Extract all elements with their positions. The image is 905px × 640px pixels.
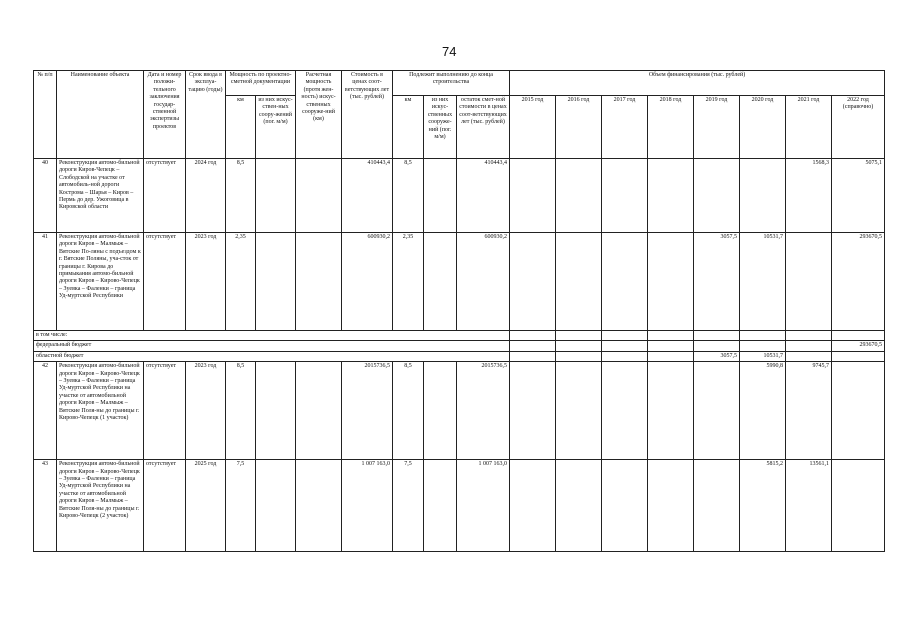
fin-2018 xyxy=(648,341,694,351)
remaining-cost: 600930,2 xyxy=(457,233,510,331)
header-done: Подлежит выполнению до конца строительства xyxy=(393,71,510,96)
budget-label: в том числе: xyxy=(34,331,510,341)
header-year: 2021 год xyxy=(786,96,832,159)
table-row xyxy=(34,233,885,331)
fin-2017 xyxy=(602,159,648,233)
calc-length xyxy=(296,460,342,552)
header-done-km: км xyxy=(393,96,424,159)
done-km: 7,5 xyxy=(393,460,424,552)
cost: 410443,4 xyxy=(342,159,393,233)
fin-2016 xyxy=(556,351,602,361)
fin-2016 xyxy=(556,341,602,351)
budget-row xyxy=(34,331,885,341)
header-year: 2015 год xyxy=(510,96,556,159)
header-financing: Объем финансирования (тыс. рублей) xyxy=(510,71,885,96)
budget-label: федеральный бюджет xyxy=(34,341,510,351)
power-art xyxy=(256,233,296,331)
term: 2024 год xyxy=(186,159,226,233)
object-name: Реконструкция автомо-бильной дороги Киров – Кирово-Чепецк – Зуевка – Фаленки – граница Уд-муртской Республики на участке от автомобильной дороги Киров – Малмыж – Вятские Поля-ны до границы г. Кирово-Чепецк (2 участок) xyxy=(57,460,144,552)
fin-2021 xyxy=(786,341,832,351)
remaining-cost: 410443,4 xyxy=(457,159,510,233)
remaining-cost: 2015736,5 xyxy=(457,362,510,460)
header-done-art: из них искус-ственных сооруже-ний (пог. м/м) xyxy=(424,96,457,159)
power-km: 7,5 xyxy=(226,460,256,552)
fin-2021: 1568,3 xyxy=(786,159,832,233)
cost: 2015736,5 xyxy=(342,362,393,460)
budget-row xyxy=(34,341,885,351)
fin-2018 xyxy=(648,460,694,552)
fin-2016 xyxy=(556,233,602,331)
done-km: 8,5 xyxy=(393,159,424,233)
header-year: 2020 год xyxy=(740,96,786,159)
fin-2021 xyxy=(786,233,832,331)
row-num: 40 xyxy=(34,159,57,233)
fin-2021: 13561,1 xyxy=(786,460,832,552)
fin-2019 xyxy=(694,159,740,233)
fin-2015 xyxy=(510,362,556,460)
fin-2017 xyxy=(602,351,648,361)
fin-2015 xyxy=(510,159,556,233)
fin-2022 xyxy=(832,331,885,341)
header-year: 2016 год xyxy=(556,96,602,159)
header-calc: Расчетная мощность (протя жен-ность) искус-ственных сооруже-ний (км) xyxy=(296,71,342,159)
fin-2017 xyxy=(602,233,648,331)
fin-2021: 9745,7 xyxy=(786,362,832,460)
fin-2020: 5815,2 xyxy=(740,460,786,552)
done-art xyxy=(424,233,457,331)
header-power: Мощность по проектно-сметной документации xyxy=(226,71,296,96)
fin-2022 xyxy=(832,460,885,552)
power-km: 2,35 xyxy=(226,233,256,331)
object-name: Реконструкция автомо-бильной дороги Киров-Чепецк – Слободской на участке от автомобиль-ной дороги Кострома – Шарья – Киров – Пермь до дер. Ужоговица в Кировской области xyxy=(57,159,144,233)
expertise-date: отсутствует xyxy=(144,460,186,552)
fin-2022: 293670,5 xyxy=(832,341,885,351)
table-row xyxy=(34,159,885,233)
power-art xyxy=(256,460,296,552)
done-art xyxy=(424,159,457,233)
fin-2018 xyxy=(648,331,694,341)
power-art xyxy=(256,159,296,233)
fin-2016 xyxy=(556,159,602,233)
header-power-km: км xyxy=(226,96,256,159)
header-date: Дата и номер положи-тельного заключения государ-ственной экспертизы проектов xyxy=(144,71,186,159)
header-year: 2017 год xyxy=(602,96,648,159)
fin-2015 xyxy=(510,341,556,351)
remaining-cost: 1 007 163,0 xyxy=(457,460,510,552)
done-art xyxy=(424,362,457,460)
header-year: 2018 год xyxy=(648,96,694,159)
expertise-date: отсутствует xyxy=(144,233,186,331)
fin-2021 xyxy=(786,351,832,361)
table-row xyxy=(34,460,885,552)
row-num: 43 xyxy=(34,460,57,552)
fin-2015 xyxy=(510,233,556,331)
fin-2015 xyxy=(510,460,556,552)
fin-2018 xyxy=(648,362,694,460)
row-num: 42 xyxy=(34,362,57,460)
done-km: 2,35 xyxy=(393,233,424,331)
fin-2020 xyxy=(740,159,786,233)
fin-2019 xyxy=(694,341,740,351)
fin-2020 xyxy=(740,341,786,351)
table-row xyxy=(34,362,885,460)
expertise-date: отсутствует xyxy=(144,159,186,233)
fin-2020: 5990,8 xyxy=(740,362,786,460)
header-year: 2022 год (справочно) xyxy=(832,96,885,159)
calc-length xyxy=(296,362,342,460)
cost: 1 007 163,0 xyxy=(342,460,393,552)
fin-2016 xyxy=(556,362,602,460)
fin-2018 xyxy=(648,351,694,361)
header-cost: Стоимость в ценах соот-ветствующих лет (тыс. рублей) xyxy=(342,71,393,159)
row-num: 41 xyxy=(34,233,57,331)
fin-2019 xyxy=(694,362,740,460)
header-done-rest: остаток смет-ной стоимости в ценах соот-ветствующих лет (тыс. рублей) xyxy=(457,96,510,159)
header-power-art: из них искус-ствен-ных соору-жений (пог. м/м) xyxy=(256,96,296,159)
fin-2022 xyxy=(832,362,885,460)
expertise-date: отсутствует xyxy=(144,362,186,460)
fin-2017 xyxy=(602,362,648,460)
object-name: Реконструкция автомо-бильной дороги Киров – Кирово-Чепецк – Зуевка – Фаленки – граница Уд-муртской Республики на участке от автомобильной дороги Киров – Малмыж – Вятские Поля-ны до границы г. Кирово-Чепецк (1 участок) xyxy=(57,362,144,460)
fin-2017 xyxy=(602,460,648,552)
fin-2018 xyxy=(648,233,694,331)
term: 2025 год xyxy=(186,460,226,552)
page-number: 74 xyxy=(442,44,457,59)
done-art xyxy=(424,460,457,552)
cost: 600930,2 xyxy=(342,233,393,331)
term: 2023 год xyxy=(186,362,226,460)
fin-2015 xyxy=(510,351,556,361)
fin-2020: 10531,7 xyxy=(740,351,786,361)
object-name: Реконструкция автомо-бильной дороги Киров – Малмыж – Вятские По-ляны с подъездом к г. Вятские Поляны, уча-сток от границы г. Кирова до примыкания автомо-бильной дороги Киров – Кирово-Чепецк – Зуевка – Фаленки – граница Уд-муртской Республики xyxy=(57,233,144,331)
budget-label: областной бюджет xyxy=(34,351,510,361)
fin-2020: 10531,7 xyxy=(740,233,786,331)
header-year: 2019 год xyxy=(694,96,740,159)
header-num: № п/п xyxy=(34,71,57,159)
power-km: 8,5 xyxy=(226,159,256,233)
fin-2019 xyxy=(694,331,740,341)
fin-2022 xyxy=(832,351,885,361)
fin-2016 xyxy=(556,460,602,552)
financing-table xyxy=(33,70,885,552)
power-art xyxy=(256,362,296,460)
term: 2023 год xyxy=(186,233,226,331)
fin-2016 xyxy=(556,331,602,341)
power-km: 8,5 xyxy=(226,362,256,460)
fin-2022: 5075,1 xyxy=(832,159,885,233)
fin-2018 xyxy=(648,159,694,233)
fin-2017 xyxy=(602,331,648,341)
header-name: Наименование объекта xyxy=(57,71,144,159)
budget-row xyxy=(34,351,885,361)
fin-2019 xyxy=(694,460,740,552)
fin-2015 xyxy=(510,331,556,341)
fin-2021 xyxy=(786,331,832,341)
calc-length xyxy=(296,233,342,331)
fin-2020 xyxy=(740,331,786,341)
fin-2019: 3057,5 xyxy=(694,351,740,361)
fin-2017 xyxy=(602,341,648,351)
fin-2019: 3057,5 xyxy=(694,233,740,331)
done-km: 8,5 xyxy=(393,362,424,460)
fin-2022: 293670,5 xyxy=(832,233,885,331)
calc-length xyxy=(296,159,342,233)
header-term: Срок ввода в эксплуа-тацию (годы) xyxy=(186,71,226,159)
